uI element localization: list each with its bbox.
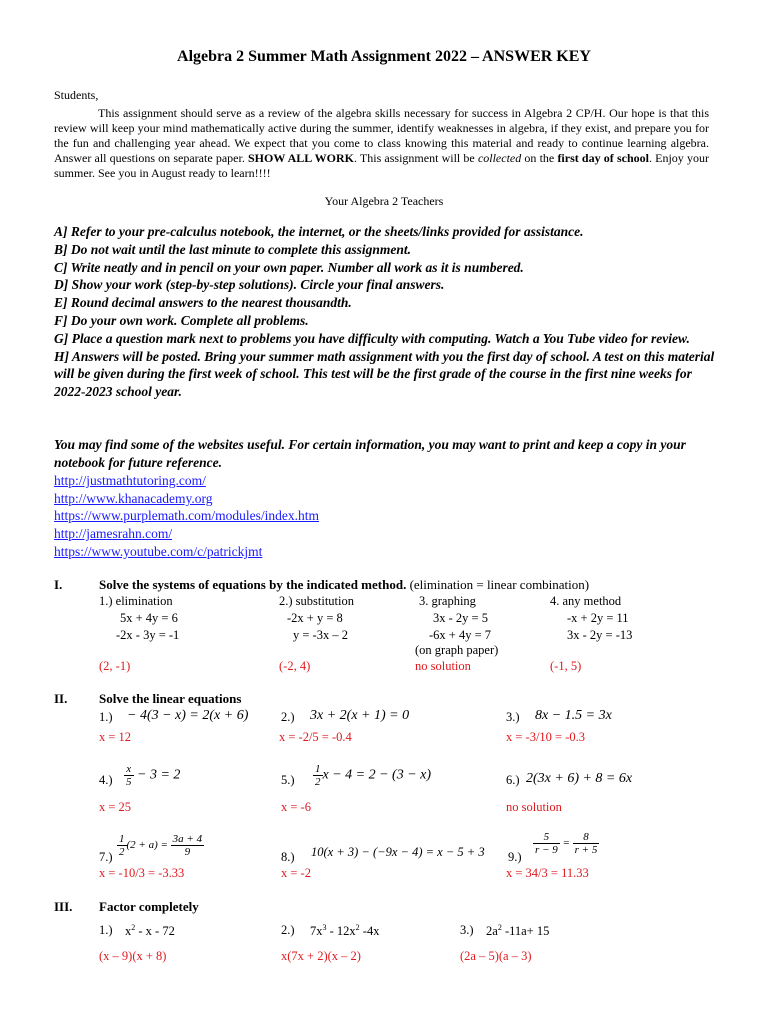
link-jamesrahn[interactable]: http://jamesrahn.com/ (54, 526, 173, 542)
s2-p7-denominator-right: 9 (184, 846, 191, 858)
s2-p5-label: 5.) (281, 773, 295, 787)
s3-p2-term-b: - 12x (326, 924, 356, 939)
rule-e: E] Round decimal answers to the nearest thousandth. (54, 295, 352, 311)
s3-p2-term-a: 7x (310, 924, 323, 939)
s2-p7-label: 7.) (99, 850, 113, 864)
s2-p7-denominator-left: 2 (119, 846, 125, 858)
s2-p3-equation: 8x − 1.5 = 3x (535, 708, 612, 723)
section-1-title: Solve the systems of equations by the indicated method. (99, 577, 407, 592)
s3-p3-label: 3.) (460, 923, 474, 937)
s2-p9-numerator-right: 8 (573, 831, 600, 844)
link-khanacademy[interactable]: http://www.khanacademy.org (54, 490, 213, 506)
s2-p4-rest: − 3 = 2 (133, 767, 181, 783)
s2-p6-equation: 2(3x + 6) + 8 = 6x (526, 771, 633, 786)
s2-p9-fraction-right (573, 831, 600, 856)
s2-p4-equation (124, 763, 180, 788)
s2-p7-numerator-right: 3a + 4 (172, 833, 203, 845)
section-3-number: III. (54, 899, 73, 914)
s3-p3-term-a: 2a (486, 924, 498, 939)
s1-p3-eq2: -6x + 4y = 7 (429, 628, 492, 642)
intro-text-3: on the (521, 151, 558, 165)
websites-note: You may find some of the websites useful. For certain information, you may want to print and keep a copy in your notebook for future reference. (54, 437, 686, 470)
s1-p1-answer: (2, -1) (99, 659, 131, 673)
s2-p9-label: 9.) (508, 850, 522, 864)
s2-p4-denominator: 5 (126, 776, 132, 788)
s3-p2-expression (310, 923, 379, 939)
s2-p8-label: 8.) (281, 850, 295, 864)
s2-p8-equation: 10(x + 3) − (−9x − 4) = x − 5 + 3 (311, 845, 485, 859)
s1-p3-extra: (on graph paper) (415, 643, 499, 657)
link-patrickjmt[interactable]: https://www.youtube.com/c/patrickjmt (54, 543, 263, 559)
s3-p1-term-b: - x - 72 (135, 924, 175, 939)
intro-text-1: This assignment should serve as a review of the algebra skills necessary for success in Algebra 2 CP/H. Our hope is that this review will keep your mind mathematically active during the summer, identify weaknesses in algebra, if they exist, and prepare you for the fun and challenging year ahead. We expect that you come to class knowing this material and ready to continue learning algebra. Answer all questions on separate paper. (54, 106, 709, 165)
s2-p1-equation: − 4(3 − x) = 2(x + 6) (127, 708, 249, 723)
s2-p5-fraction (313, 763, 323, 788)
s2-p7-fraction-right (171, 833, 204, 858)
page-title: Algebra 2 Summer Math Assignment 2022 – ANSWER KEY (177, 48, 591, 65)
s1-p4-answer: (-1, 5) (550, 659, 582, 673)
s2-p9-fraction-left (533, 831, 560, 856)
signature: Your Algebra 2 Teachers (324, 194, 444, 208)
s1-p2-answer: (-2, 4) (279, 659, 311, 673)
s1-p4-eq1: -x + 2y = 11 (567, 611, 629, 625)
s2-p9-middle: = (559, 837, 573, 850)
s2-p6-answer: no solution (506, 800, 562, 814)
s3-p2-answer: x(7x + 2)(x – 2) (281, 949, 361, 963)
rule-c: C] Write neatly and in pencil on your own paper. Number all work as it is numbered. (54, 259, 524, 275)
rules-list (54, 223, 719, 401)
s3-p2-exponent-b: 2 (355, 923, 360, 932)
s2-p7-numerator-left: 1 (119, 833, 125, 845)
s3-p3-exponent-a: 2 (497, 923, 502, 932)
s2-p4-fraction (124, 763, 134, 788)
intro-text-2: . This assignment will be (353, 151, 478, 165)
rule-f: F] Do your own work. Complete all problems. (54, 312, 309, 328)
s2-p9-denominator-left: r − 9 (535, 844, 558, 856)
rule-h: H] Answers will be posted. Bring your summer math assignment with you the first day of school. A test on this material will be given during the first week of school. This test will be the first grade of the course in the first nine weeks for 2022-2023 school year. (54, 348, 715, 400)
link-purplemath[interactable]: https://www.purplemath.com/modules/index.htm (54, 508, 319, 524)
section-3-heading: Factor completely (99, 899, 199, 914)
s1-p2-eq1: -2x + y = 8 (287, 611, 343, 625)
s2-p5-numerator: 1 (315, 763, 321, 775)
s2-p4-answer: x = 25 (99, 800, 132, 814)
rule-a: A] Refer to your pre-calculus notebook, the internet, or the sheets/links provided for assistance. (54, 224, 584, 239)
s3-p2-term-c: -4x (359, 924, 380, 939)
s2-p3-label: 3.) (506, 710, 520, 724)
s2-p1-label: 1.) (99, 710, 113, 724)
s2-p9-equation (533, 831, 599, 856)
greeting: Students, (54, 88, 99, 102)
s1-p2-eq2: y = -3x – 2 (293, 628, 348, 642)
s3-p1-answer: (x – 9)(x + 8) (99, 949, 167, 963)
s3-p2-exponent-a: 3 (322, 923, 327, 932)
section-2-heading: Solve the linear equations (99, 691, 242, 706)
show-work-emphasis: SHOW ALL WORK (248, 151, 354, 165)
s2-p9-denominator-right: r + 5 (574, 844, 598, 856)
s2-p8-answer: x = -2 (281, 866, 311, 880)
s1-p3-eq1: 3x - 2y = 5 (433, 611, 488, 625)
s2-p5-equation (313, 763, 431, 788)
s2-p1-answer: x = 12 (99, 730, 132, 744)
s2-p9-numerator-left: 5 (533, 831, 560, 844)
s1-p3-answer: no solution (415, 659, 471, 673)
s1-p1-label: 1.) elimination (99, 594, 173, 608)
rule-b: B] Do not wait until the last minute to complete this assignment. (54, 241, 412, 257)
s3-p3-expression (486, 923, 549, 939)
s1-p3-label: 3. graphing (419, 594, 476, 608)
s2-p4-label: 4.) (99, 773, 113, 787)
s2-p9-answer: x = 34/3 = 11.33 (506, 866, 589, 880)
s2-p7-middle: (2 + a) = (126, 839, 171, 852)
collected-emphasis: collected (477, 151, 522, 165)
s2-p5-rest: x − 4 = 2 − (3 − x) (322, 767, 432, 783)
s1-p4-label: 4. any method (550, 594, 622, 608)
intro-paragraph (54, 106, 709, 181)
s1-p4-eq2: 3x - 2y = -13 (567, 628, 633, 642)
s2-p2-answer: x = -2/5 = -0.4 (279, 730, 352, 744)
s3-p2-label: 2.) (281, 923, 295, 937)
s1-p1-eq2: -2x - 3y = -1 (116, 628, 180, 642)
s1-p1-eq1: 5x + 4y = 6 (120, 611, 178, 625)
first-day-emphasis: first day of school (557, 151, 649, 165)
s2-p7-equation (117, 833, 204, 858)
link-justmathtutoring[interactable]: http://justmathtutoring.com/ (54, 473, 206, 488)
s3-p1-exponent-a: 2 (131, 923, 136, 932)
s3-p1-label: 1.) (99, 923, 113, 937)
s2-p3-answer: x = -3/10 = -0.3 (506, 730, 586, 744)
s2-p5-denominator: 2 (315, 776, 321, 788)
section-1-note: (elimination = linear combination) (406, 577, 590, 592)
section-1-number: I. (54, 577, 63, 592)
section-2-number: II. (54, 691, 68, 706)
s3-p1-expression (125, 923, 175, 939)
rule-g: G] Place a question mark next to problems you have difficulty with computing. Watch a You Tube video for review. (54, 330, 690, 346)
s2-p6-label: 6.) (506, 773, 520, 787)
section-1-heading (99, 577, 589, 593)
s2-p2-equation: 3x + 2(x + 1) = 0 (310, 708, 410, 723)
s3-p1-term-a: x (125, 924, 132, 939)
intro-text-4: . Enjoy your summer. See you in August ready to learn!!!! (54, 151, 709, 180)
rule-d: D] Show your work (step-by-step solutions). Circle your final answers. (54, 277, 445, 293)
s1-p2-label: 2.) substitution (279, 594, 355, 608)
s2-p5-answer: x = -6 (281, 800, 311, 814)
s2-p2-label: 2.) (281, 710, 295, 724)
s2-p4-numerator: x (124, 763, 134, 776)
s2-p7-answer: x = -10/3 = -3.33 (99, 866, 185, 880)
s3-p3-answer: (2a – 5)(a – 3) (460, 949, 532, 963)
s2-p7-fraction-left (117, 833, 127, 858)
s3-p3-term-b: -11a+ 15 (501, 924, 550, 939)
links-list (54, 472, 319, 561)
